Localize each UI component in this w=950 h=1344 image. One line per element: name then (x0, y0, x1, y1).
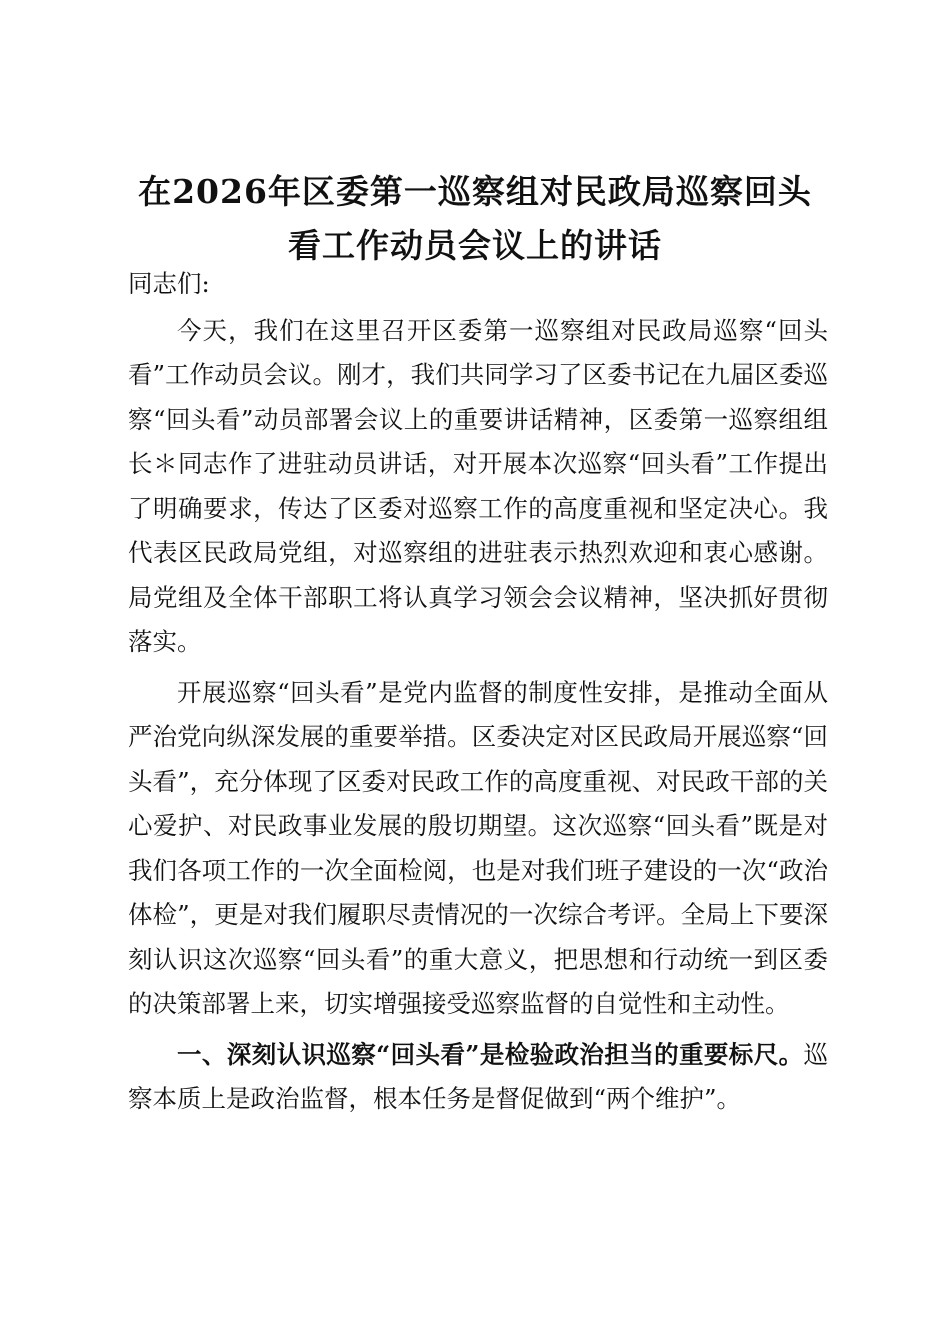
section-text: 巡察本质上是政治监督，根本任务是督促做到“两个维护”。 (128, 1039, 828, 1113)
paragraph-2: 开展巡察“回头看”是党内监督的制度性安排，是推动全面从严治党向纵深发展的重要举措。区委决定对区民政局开展巡察“回头看”，充分体现了区委对民政工作的高度重视、对民政干部的关心爱护、对民政事业发展的殷切期望。这次巡察“回头看”既是对我们各项工作的一次全面检阅，也是对我们班子建设的一次“政治体检”，更是对我们履职尽责情况的一次综合考评。全局上下要深刻认识这次巡察“回头看”的重大意义，把思想和行动统一到区委的决策部署上来，切实增强接受巡察监督的自觉性和主动性。 (128, 677, 828, 1018)
salutation: 同志们: (128, 269, 210, 298)
section-paragraph (128, 1033, 828, 1122)
title-line-2: 看工作动员会议上的讲话 (288, 226, 662, 265)
document-body (128, 262, 828, 1122)
title-line-1: 在2026年区委第一巡察组对民政局巡察回头 (138, 172, 812, 211)
section-heading: 一、深刻认识巡察“回头看”是检验政治担当的重要标尺。 (177, 1039, 804, 1069)
paragraph-1: 今天，我们在这里召开区委第一巡察组对民政局巡察“回头看”工作动员会议。刚才，我们共同学习了区委书记在九届区委巡察“回头看”动员部署会议上的重要讲话精神，区委第一巡察组组长＊同志作了进驻动员讲话，对开展本次巡察“回头看”工作提出了明确要求，传达了区委对巡察工作的高度重视和坚定决心。我代表区民政局党组，对巡察组的进驻表示热烈欢迎和衷心感谢。局党组及全体干部职工将认真学习领会会议精神，坚决抓好贯彻落实。 (128, 315, 828, 656)
document-title (120, 165, 830, 273)
